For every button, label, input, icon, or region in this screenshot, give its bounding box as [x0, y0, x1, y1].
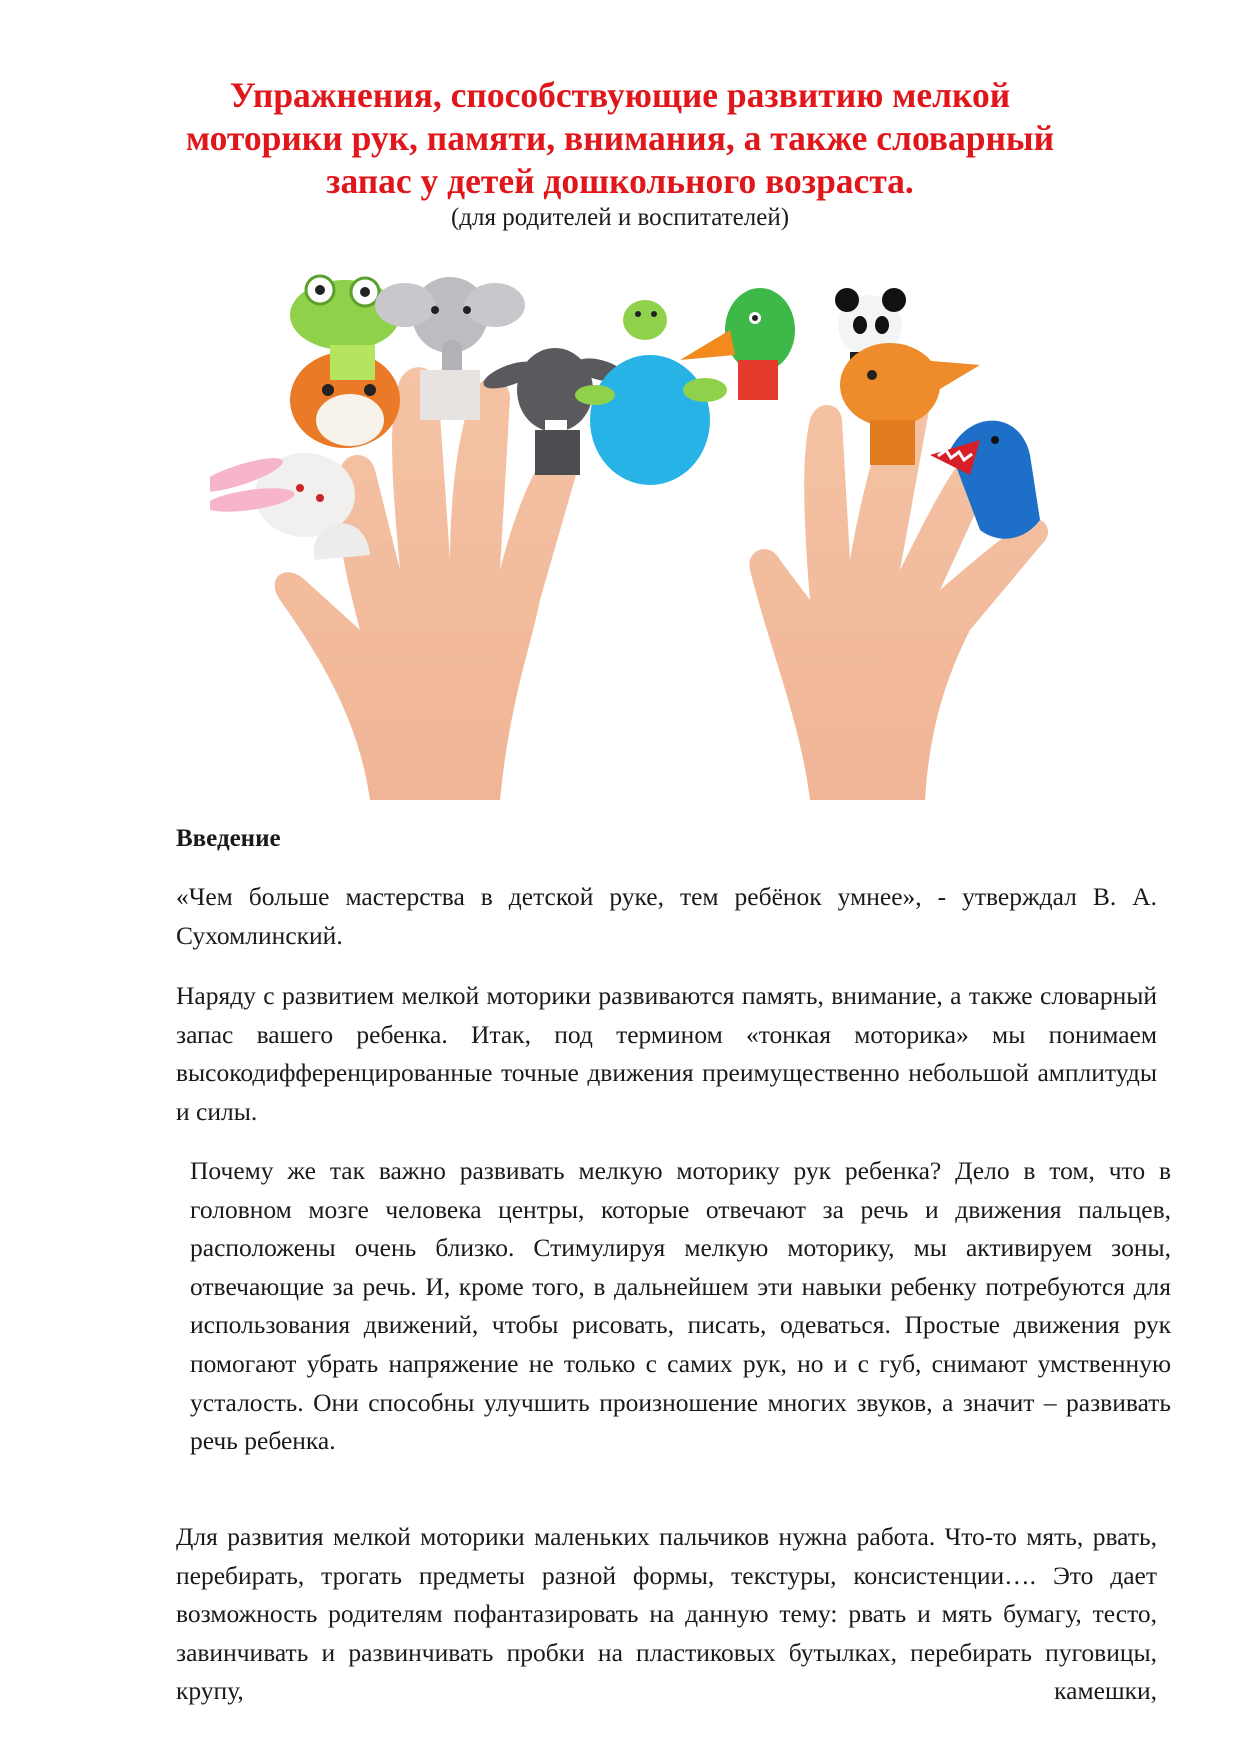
paragraph-definition: Наряду с развитием мелкой моторики развиваются память, внимание, а также словарный запас вашего ребенка. Итак, под термином «тонкая моторика» мы понимаем высокодифференцированные точные движения преимущественно небольшой амплитуды и силы.	[176, 981, 1157, 1126]
paragraph-importance: Почему же так важно развивать мелкую моторику рук ребенка? Дело в том, что в головном мозге человека центры, которые отвечают за речь и движения пальцев, расположены очень близко. Стимулируя мелкую моторику, мы активируем зоны, отвечающие за речь. И, кроме того, в дальнейшем эти навыки ребенку потребуются для использования движений, чтобы рисовать, писать, одеваться. Простые движения рук помогают убрать напряжение не только с самих рук, но и с губ, снимают умственную усталость. Они способны улучшить произношение многих звуков, а значит – развивать речь ребенка.	[190, 1156, 1171, 1456]
title-block	[150, 74, 1090, 233]
title-line-2: моторики рук, памяти, внимания, а также словарный	[185, 118, 1055, 158]
turtle-puppet-icon	[575, 300, 727, 485]
title-line-1: Упражнения, способствующие развитию мелкой	[229, 75, 1011, 115]
title-line-3: запас у детей дошкольного возраста.	[326, 161, 914, 201]
paragraph-quote: «Чем больше мастерства в детской руке, тем ребёнок умнее», - утверждал В. А. Сухомлинский.	[176, 882, 1157, 950]
subtitle: (для родителей и воспитателей)	[450, 204, 790, 231]
finger-puppets-illustration	[210, 270, 1110, 800]
section-heading: Введение	[176, 825, 281, 852]
paragraph-activities: Для развития мелкой моторики маленьких пальчиков нужна работа. Что-то мять, рвать, перебирать, трогать предметы разной формы, текстуры, консистенции…. Это дает возможность родителям пофантазировать на данную тему: рвать и мять бумагу, тесто, завинчивать и развинчивать пробки на пластиковых бутылках, перебирать пуговицы, крупу, камешки,	[176, 1522, 1157, 1706]
